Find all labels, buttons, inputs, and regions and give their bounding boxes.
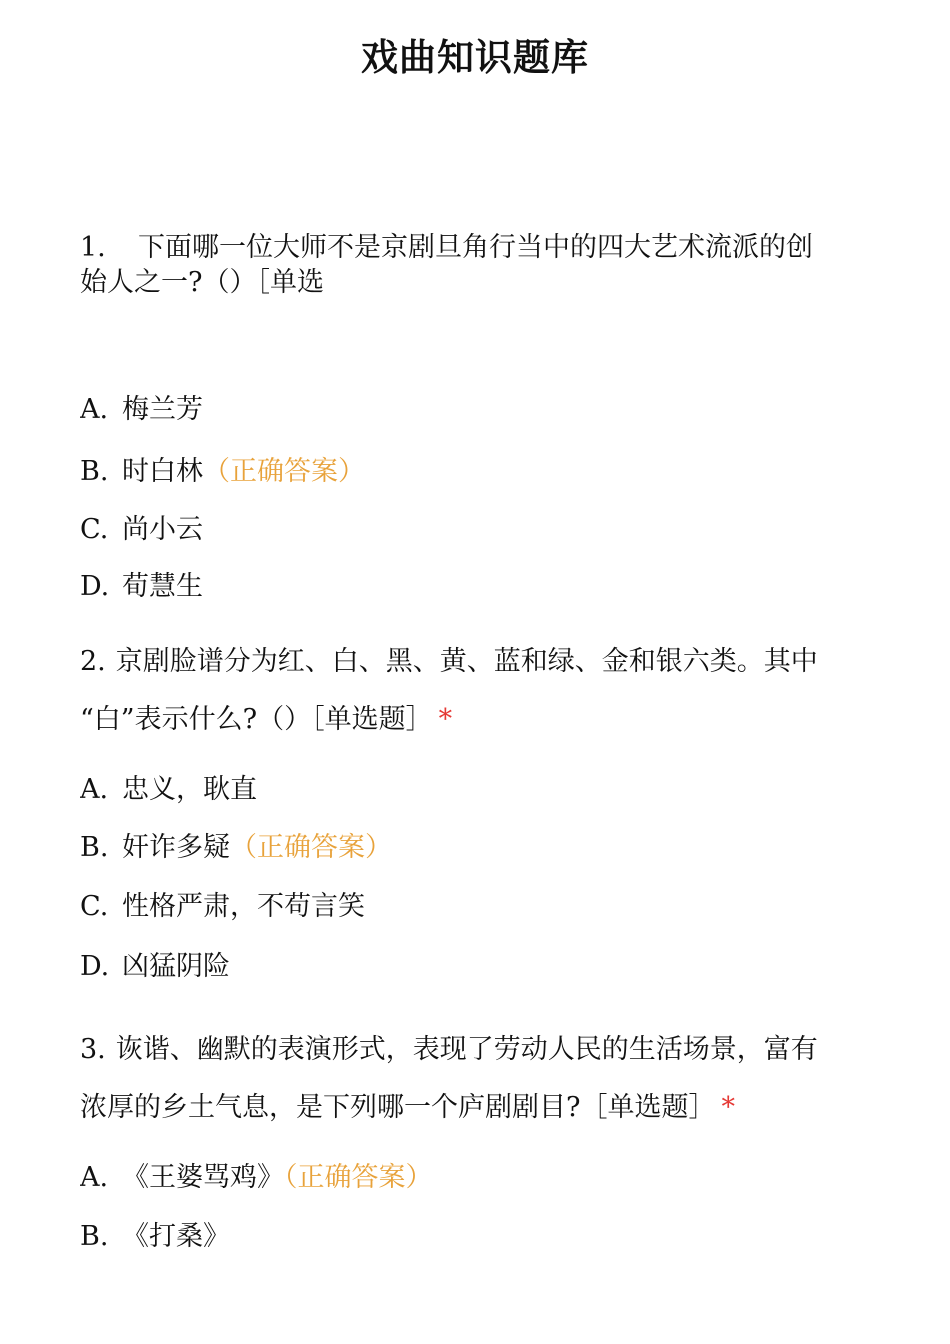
correct-answer-mark: （正确答案）	[230, 832, 392, 863]
question-2-text-line2	[80, 702, 870, 738]
question-1-text-cont: 始人之一?（）［单选	[80, 267, 324, 298]
option-letter: B.	[80, 456, 109, 487]
question-2-option-c[interactable]	[80, 889, 870, 925]
option-text: 时白林	[122, 456, 203, 487]
question-1-text-line1	[80, 230, 870, 266]
question-3-text-line1	[80, 1032, 870, 1068]
question-1-option-b[interactable]	[80, 454, 870, 490]
option-letter: A.	[80, 394, 109, 425]
option-text: 荀慧生	[122, 571, 203, 602]
question-3-text-line2	[80, 1090, 870, 1126]
question-1-number: 1.	[80, 232, 106, 263]
option-text: 凶猛阴险	[122, 951, 230, 982]
question-2-text-line1	[80, 644, 870, 680]
question-2-option-a[interactable]	[80, 772, 870, 808]
question-3-number: 3.	[80, 1034, 106, 1065]
option-letter: B.	[80, 832, 109, 863]
question-1-text-line2	[80, 265, 870, 301]
question-2-number: 2.	[80, 646, 106, 677]
option-text: 奸诈多疑	[122, 832, 230, 863]
question-2-option-d[interactable]	[80, 949, 870, 985]
question-3-text-cont: 浓厚的乡土气息，是下列哪一个庐剧剧目?［单选题］	[80, 1092, 716, 1123]
correct-answer-mark: （正确答案）	[284, 1162, 433, 1193]
option-letter: C.	[80, 891, 109, 922]
question-2-text: 京剧脸谱分为红、白、黑、黄、蓝和绿、金和银六类。其中	[115, 646, 818, 677]
option-text: 性格严肃，不苟言笑	[122, 891, 365, 922]
option-letter: A.	[80, 774, 109, 805]
option-letter: A.	[80, 1162, 109, 1193]
option-text: 《打桑》	[122, 1221, 230, 1252]
required-asterisk: *	[438, 704, 453, 735]
required-asterisk: *	[721, 1092, 735, 1123]
question-1-option-a[interactable]	[80, 392, 870, 428]
question-1-option-c[interactable]	[80, 512, 870, 548]
question-2-text-cont: “白”表示什么?（）［单选题］	[80, 704, 433, 735]
question-1-text: 下面哪一位大师不是京剧旦角行当中的四大艺术流派的创	[138, 232, 813, 263]
option-letter: C.	[80, 514, 109, 545]
option-text: 尚小云	[122, 514, 203, 545]
option-text: 梅兰芳	[122, 394, 203, 425]
option-letter: D.	[80, 571, 110, 602]
option-letter: B.	[80, 1221, 109, 1252]
question-3-option-a[interactable]	[80, 1160, 870, 1196]
page-title: 戏曲知识题库	[361, 36, 589, 79]
question-1-option-d[interactable]	[80, 569, 870, 605]
question-3-option-b[interactable]	[80, 1219, 870, 1255]
correct-answer-mark: （正确答案）	[203, 456, 365, 487]
option-text: 《王婆骂鸡》	[122, 1162, 284, 1193]
question-3-text: 诙谐、幽默的表演形式，表现了劳动人民的生活场景，富有	[115, 1034, 818, 1065]
option-text: 忠义，耿直	[122, 774, 257, 805]
option-letter: D.	[80, 951, 110, 982]
question-2-option-b[interactable]	[80, 830, 870, 866]
